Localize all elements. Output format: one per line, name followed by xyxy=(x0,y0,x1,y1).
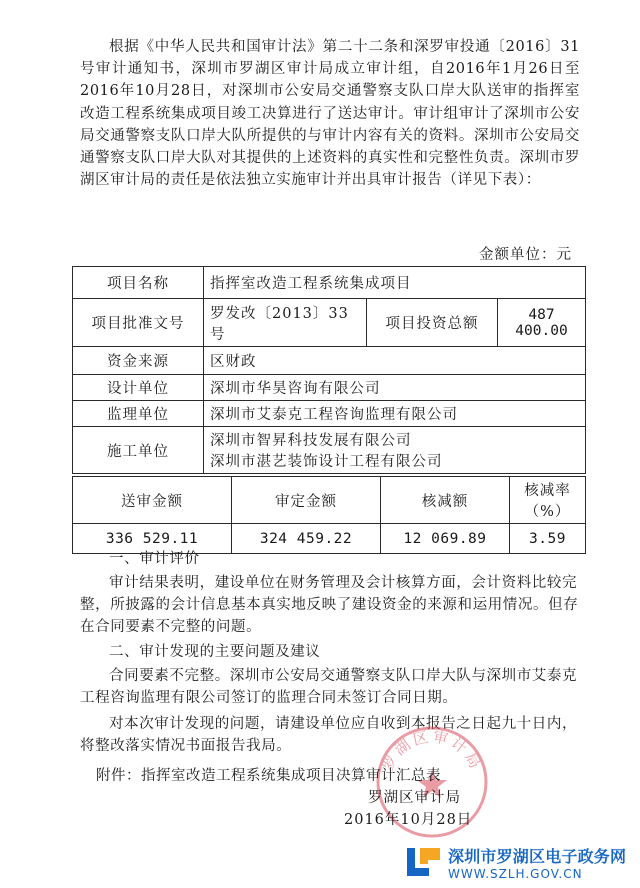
table-row xyxy=(73,299,586,347)
supervision-unit-value: 深圳市艾泰克工程咨询监理有限公司 xyxy=(204,401,586,427)
attachment-note: 附件：指挥室改造工程系统集成项目决算审计汇总表 xyxy=(96,768,441,784)
findings-heading: 二、审计发现的主要问题及建议 xyxy=(109,644,321,660)
amount-unit-note: 金额单位：元 xyxy=(479,247,572,263)
signature-organization: 罗湖区审计局 xyxy=(368,790,461,806)
reduction-amount-value: 12 069.89 xyxy=(381,524,510,554)
table-row xyxy=(73,375,586,401)
submitted-amount-header: 送审金额 xyxy=(73,477,232,524)
evaluation-heading: 一、审计评价 xyxy=(109,551,200,567)
luohu-logo-icon xyxy=(404,842,444,882)
rectify-paragraph: 对本次审计发现的问题，请建设单位应自收到本报告之日起九十日内，将整改落实情况书面报告我局。 xyxy=(80,716,578,755)
site-watermark xyxy=(404,836,640,888)
project-name-label: 项目名称 xyxy=(73,267,204,299)
reduction-rate-header: 核减率（%） xyxy=(510,477,586,524)
construction-unit-value xyxy=(204,427,586,474)
table-row xyxy=(73,267,586,299)
finding-1-text: 深圳市公安局交通警察支队口岸大队与深圳市艾泰克工程咨询监理有限公司签订的监理合同未签订合同日期。 xyxy=(80,668,578,707)
signature-date: 2016年10月28日 xyxy=(344,812,473,828)
project-info-table xyxy=(72,266,586,474)
design-unit-value: 深圳市华昊咨询有限公司 xyxy=(204,375,586,401)
submitted-amount-value: 336 529.11 xyxy=(73,524,232,554)
approved-amount-header: 审定金额 xyxy=(232,477,381,524)
table-row xyxy=(73,477,586,524)
investment-value: 487 400.00 xyxy=(498,299,586,347)
table-row xyxy=(73,427,586,474)
supervision-unit-label: 监理单位 xyxy=(73,401,204,427)
watermark-text xyxy=(448,844,626,881)
evaluation-text: 审计结果表明，建设单位在财务管理及会计核算方面，会计资料比较完整，所披露的会计信息基本真实地反映了建设资金的来源和运用情况。但存在合同要素不完整的问题。 xyxy=(80,575,579,636)
fund-source-label: 资金来源 xyxy=(73,347,204,375)
approved-amount-value: 324 459.22 xyxy=(232,524,381,554)
watermark-url: WWW.SZLH.GOV.CN xyxy=(448,866,583,881)
construction-company-2: 深圳市湛艺装饰设计工程有限公司 xyxy=(210,454,443,470)
approval-number-value: 罗发改〔2013〕33号 xyxy=(204,299,367,347)
finding-1-title: 合同要素不完整。 xyxy=(109,668,230,684)
reduction-rate-value: 3.59 xyxy=(510,524,586,554)
project-name-value: 指挥室改造工程系统集成项目 xyxy=(204,267,586,299)
table-row xyxy=(73,401,586,427)
fund-source-value: 区财政 xyxy=(204,347,586,375)
audit-amounts-table xyxy=(72,476,586,554)
table-row xyxy=(73,347,586,375)
construction-company-1: 深圳市智昇科技发展有限公司 xyxy=(210,433,412,449)
design-unit-label: 设计单位 xyxy=(73,375,204,401)
construction-unit-label: 施工单位 xyxy=(73,427,204,474)
intro-paragraph: 根据《中华人民共和国审计法》第二十二条和深罗审投通〔2016〕31号审计通知书，深圳市罗湖区审计局成立审计组，自2016年1月26日至2016年10月28日，对深圳市公安局交通警察支队口岸大队送审的指挥室改造工程系统集成项目竣工决算进行了送达审计。审计组审计了深圳市公安局交通警察支队口岸大队所提供的与审计内容有关的资料。深圳市公安局交通警察支队口岸大队对其提供的上述资料的真实性和完整性负责。深圳市罗湖区审计局的责任是依法独立实施审计并出具审计报告（详见下表）： xyxy=(80,39,580,189)
watermark-title: 深圳市罗湖区电子政务网 xyxy=(448,846,627,866)
finding-1-paragraph xyxy=(80,665,580,709)
approval-number-label: 项目批准文号 xyxy=(73,299,204,347)
reduction-amount-header: 核减额 xyxy=(381,477,510,524)
svg-text:罗湖区审计局: 罗湖区审计局 xyxy=(378,727,486,774)
investment-label: 项目投资总额 xyxy=(367,299,498,347)
